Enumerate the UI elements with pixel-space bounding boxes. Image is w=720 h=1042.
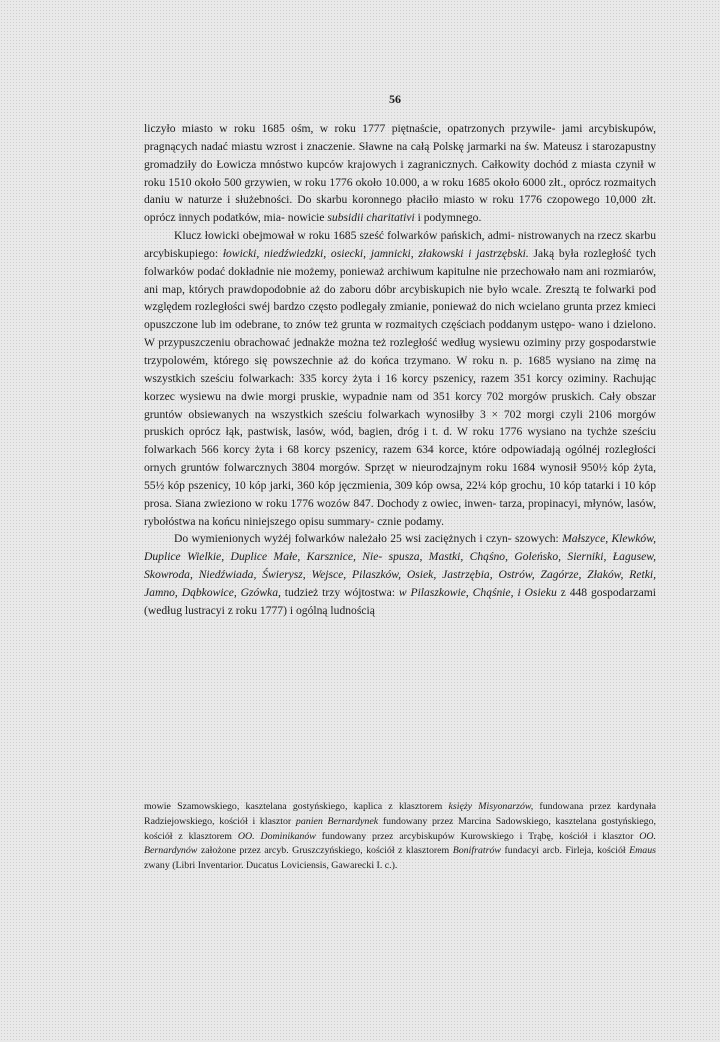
italic-term: OO. Dominikanów [237, 830, 316, 842]
text-segment: założone przez arcyb. Gruszczyńskiego, kościół z klasztorem [197, 845, 453, 857]
italic-term: panien Bernardynek [295, 815, 379, 827]
text-segment: z 448 gospodarzami (według lustracyi z roku 1777) i ogólną ludnością [144, 585, 657, 617]
footnote [144, 800, 656, 874]
page-number: 56 [389, 92, 401, 106]
text-segment: zwany (Libri Inventarior. Ducatus Loviciensis, Gawarecki I. c.). [144, 860, 398, 872]
text-segment: i podymnego. [414, 211, 482, 225]
text-segment: Jaką była rozległość tych folwarków podać dokładnie nie możemy, ponieważ archiwum kapitulne nie przechowało nam ani rozmiarów, ani map, których prawdopodobnie aż do zaboru dóbr arcybiskupich nie było wcale. Zresztą te folwarki pod względem rozległości swéj bardzo często podlegały zmianie, ponieważ do nich wcielano grunta przez kmieci opuszczone lub im odebrane, to znów też grunta w rozmaitych częściach poddanym ustępo- wano i dzielono. W przypuszczeniu obrachować jednakże można też rozległość według wysiewu oziminy przy gospodarstwie trzypolowém, którego się powszechnie aż do końca trzymano. W roku n. p. 1685 wysiano na zimę na wszystkich sześciu folwarkach: 335 korcy żyta i 16 korcy pszenicy, razem 351 korcy oziminy. Rachując korzec wysiewu na dwie morgi pruskie, wypadnie nam od 351 korcy 702 morgów pruskich. Cały obszar gruntów obsiewanych na wszystkich sześciu folwarkach wynosiłby 3 × 702 morgi czyli 2106 morgów pruskich oprócz łąk, pastwisk, lasów, wód, bagien, dróg i t. d. W roku 1776 wysiano na tychże sześciu folwarkach 566 korcy żyta i 68 korcy pszenicy, razem 634 korce, które odpowiadają ogólnéj rozległości ornych gruntów folwarcznych 3804 morgów. Sprzęt w nieurodzajnym roku 1684 wynosił 950½ kóp żyta, 55½ kóp pszenicy, 10 kóp jarki, 360 kóp jęczmienia, 309 kóp owsa, 22¼ kóp grochu, 10 kóp tatarki i 10 kóp prosa. Siana zwieziono w roku 1776 wozów 847. Dochody z owiec, inwen- tarza, propinacyi, młynów, lasów, rybołóstwa na końcu niniejszego opisu summary- cznie podamy. [144, 246, 656, 528]
text-segment: fundowany przez Marcina Sadowskiego, kasztelana gostyńskiego, kościół z klasztorem [144, 815, 656, 842]
italic-term: OO. Bernardynów [144, 830, 656, 857]
main-text [144, 120, 656, 620]
text-segment: Klucz łowicki obejmował w roku 1685 sześć folwarków pańskich, admi- nistrowanych na rzecz skarbu arcybiskupiego: [144, 229, 656, 260]
text-segment: Do wymienionych wyżéj folwarków należało 25 wsi zaciężnych i czyn- szowych: [174, 532, 563, 546]
italic-term: subsidii charitativi [327, 211, 415, 225]
text-segment: liczyło miasto w roku 1685 ośm, w roku 1777 piętnaście, opatrzonych przywile- jami arcybiskupów, pragnących nadać miastu wzrost i znaczenie. Sławne na całą Polskę jarmarki na św. Mateusz i starozapustny gromadziły do Łowicza mnóstwo kupców krajowych i zagranicznych. Całkowity dochód z miasta czynił w roku 1510 około 500 grzywien, w roku 1776 około 10.000, a w roku 1685 około 6000 złt., oprócz rozmaitych daniu w naturze i służebności. Do skarbu koronnego płaciło miasto w roku 1776 czopowego 10,000 złt. oprócz innych podatków, mia- nowicie [144, 122, 656, 225]
italic-term: Bonifratrów [452, 845, 501, 857]
paragraph-3 [144, 530, 656, 619]
text-segment: fundowany przez arcybiskupów Kurowskiego i Trąbę, kościół i klasztor [315, 830, 640, 842]
footnote-text [144, 800, 656, 874]
italic-term: Emaus [629, 845, 656, 857]
text-segment: tudzież trzy wójtostwa: [280, 585, 399, 599]
text-segment: mowie Szamowskiego, kasztelana gostyńskiego, kaplica z klasztorem [144, 801, 449, 812]
paragraph-1 [144, 120, 656, 227]
wojtostwo-names: w Pilaszkowie, Chąśnie, i Osieku [398, 585, 557, 599]
village-names: Małszyce, Klewków, Duplice Wielkie, Duplice Małe, Karsznice, Nie- spusza, Mastki, Chąśno, Goleńsko, Sierniki, Łagusew, Skowroda, Niedźwiada, Świerysz, Wejsce, Pilaszków, Osiek, Jastrzębia, Ostrów, Zagórze, Złaków, Retki, Jamno, Dąbkowice, Gzówka, [144, 532, 656, 599]
italic-term: księży Misyonarzów, [448, 801, 534, 812]
text-segment: fundowana przez kardynała Radziejowskiego, kościół i klasztor [144, 801, 657, 827]
paragraph-2 [144, 227, 656, 530]
text-segment: fundacyi arcb. Firleja, kościół [501, 845, 630, 857]
folwark-names: łowicki, niedźwiedzki, osiecki, jamnicki, złakowski i jastrzębski. [222, 246, 529, 260]
